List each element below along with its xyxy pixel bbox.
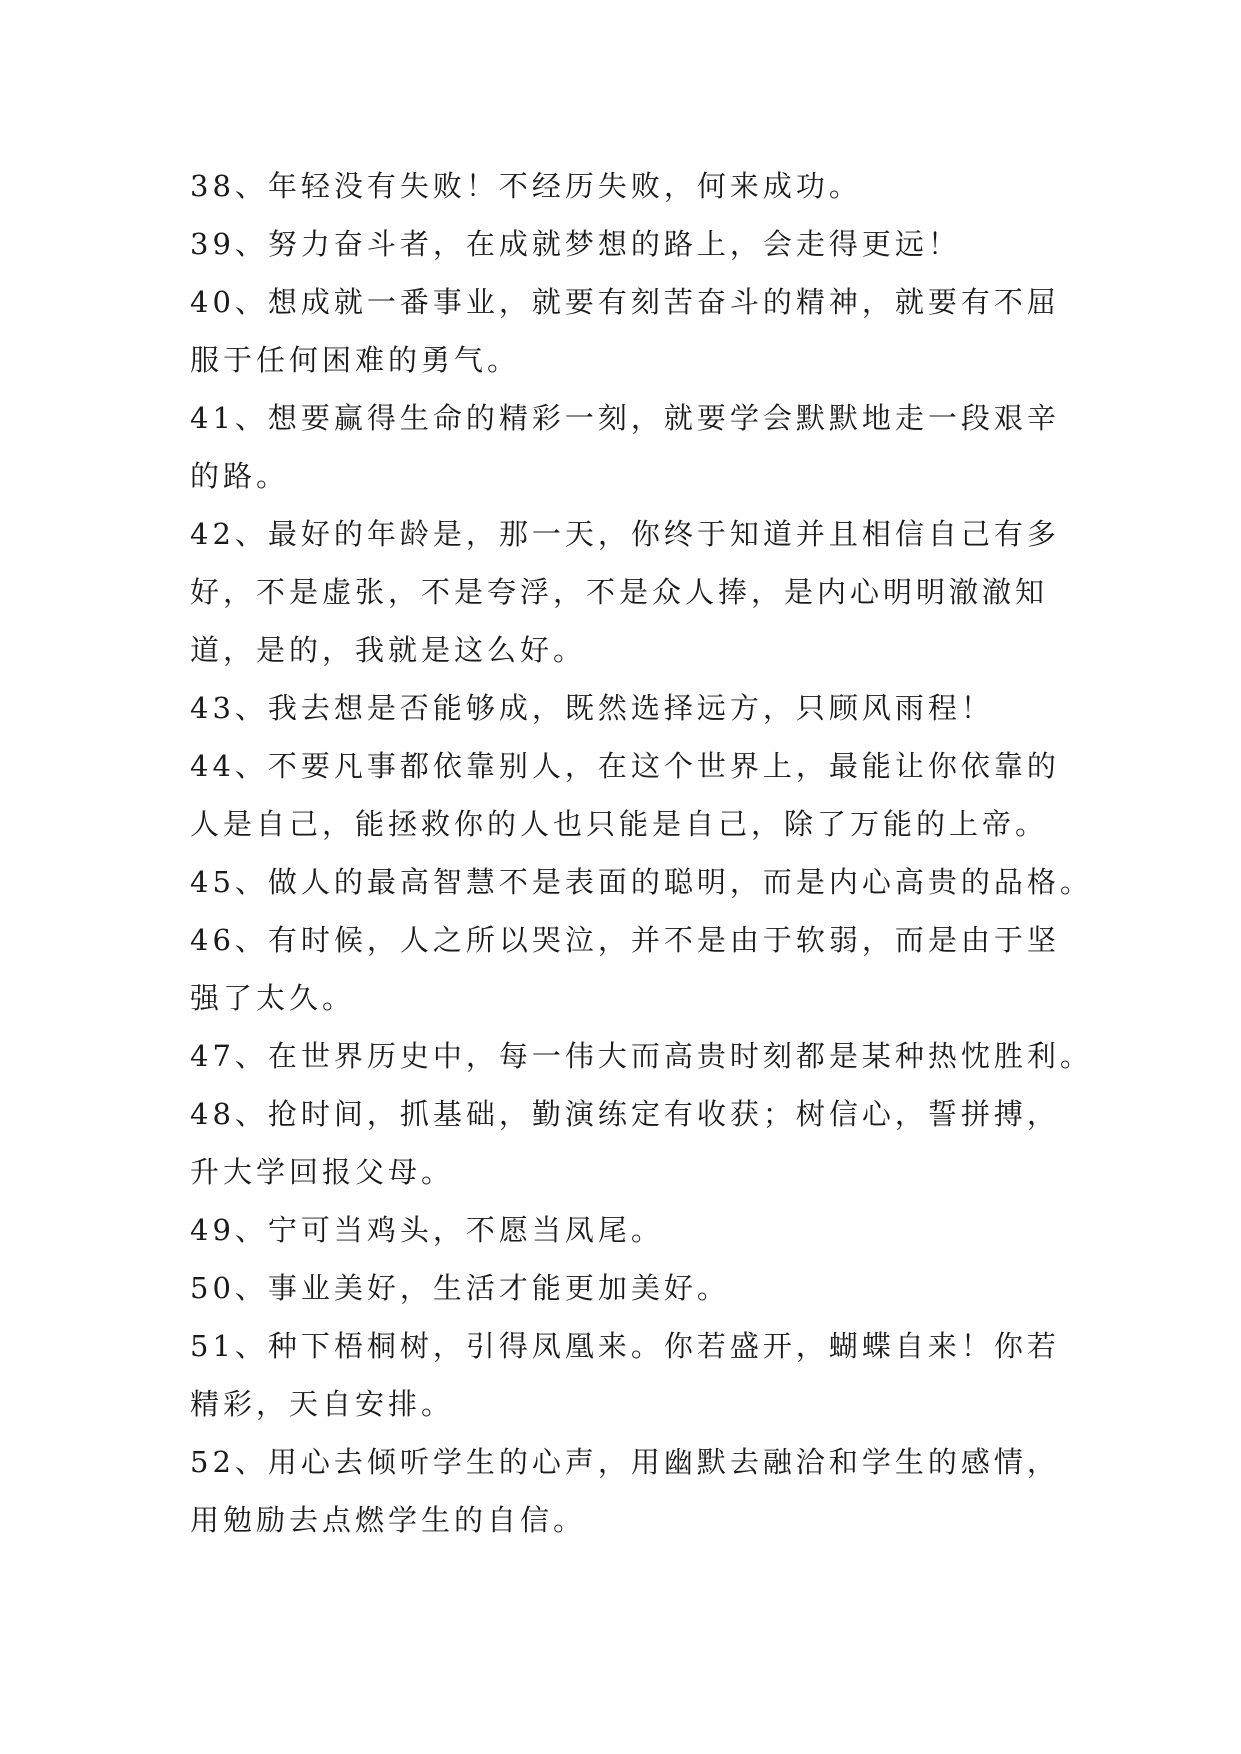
text-line: 46、有时候，人之所以哭泣，并不是由于软弱，而是由于坚 xyxy=(190,923,1060,957)
text-line: 45、做人的最高智慧不是表面的聪明，而是内心高贵的品格。 xyxy=(190,865,1093,899)
text-line: 42、最好的年龄是，那一天，你终于知道并且相信自己有多 xyxy=(190,517,1060,551)
text-line: 47、在世界历史中，每一伟大而高贵时刻都是某种热忱胜利。 xyxy=(190,1039,1093,1073)
text-line: 的路。 xyxy=(190,459,290,493)
text-line: 44、不要凡事都依靠别人，在这个世界上，最能让你依靠的 xyxy=(190,749,1060,783)
text-line: 精彩，天自安排。 xyxy=(190,1387,455,1421)
text-line: 50、事业美好，生活才能更加美好。 xyxy=(190,1271,730,1305)
text-line: 40、想成就一番事业，就要有刻苦奋斗的精神，就要有不屈 xyxy=(190,285,1060,319)
text-line: 服于任何困难的勇气。 xyxy=(190,343,521,377)
text-line: 人是自己，能拯救你的人也只能是自己，除了万能的上帝。 xyxy=(190,807,1049,841)
text-line: 49、宁可当鸡头，不愿当凤尾。 xyxy=(190,1213,664,1247)
text-line: 48、抢时间，抓基础，勤演练定有收获；树信心，誓拼搏， xyxy=(190,1097,1060,1131)
text-line: 41、想要赢得生命的精彩一刻，就要学会默默地走一段艰辛 xyxy=(190,401,1060,435)
text-line: 39、努力奋斗者，在成就梦想的路上，会走得更远！ xyxy=(190,227,961,261)
text-line: 52、用心去倾听学生的心声，用幽默去融洽和学生的感情， xyxy=(190,1445,1060,1479)
text-line: 51、种下梧桐树，引得凤凰来。你若盛开，蝴蝶自来！你若 xyxy=(190,1329,1060,1363)
text-line: 43、我去想是否能够成，既然选择远方，只顾风雨程！ xyxy=(190,691,994,725)
text-line: 38、年轻没有失败！不经历失败，何来成功。 xyxy=(190,169,862,203)
document-body xyxy=(190,157,1093,1549)
text-line: 好，不是虚张，不是夸浮，不是众人捧，是内心明明澈澈知 xyxy=(190,575,1049,609)
text-line: 升大学回报父母。 xyxy=(190,1155,455,1189)
text-line: 道，是的，我就是这么好。 xyxy=(190,633,587,667)
text-line: 强了太久。 xyxy=(190,981,356,1015)
text-line: 用勉励去点燃学生的自信。 xyxy=(190,1503,587,1537)
